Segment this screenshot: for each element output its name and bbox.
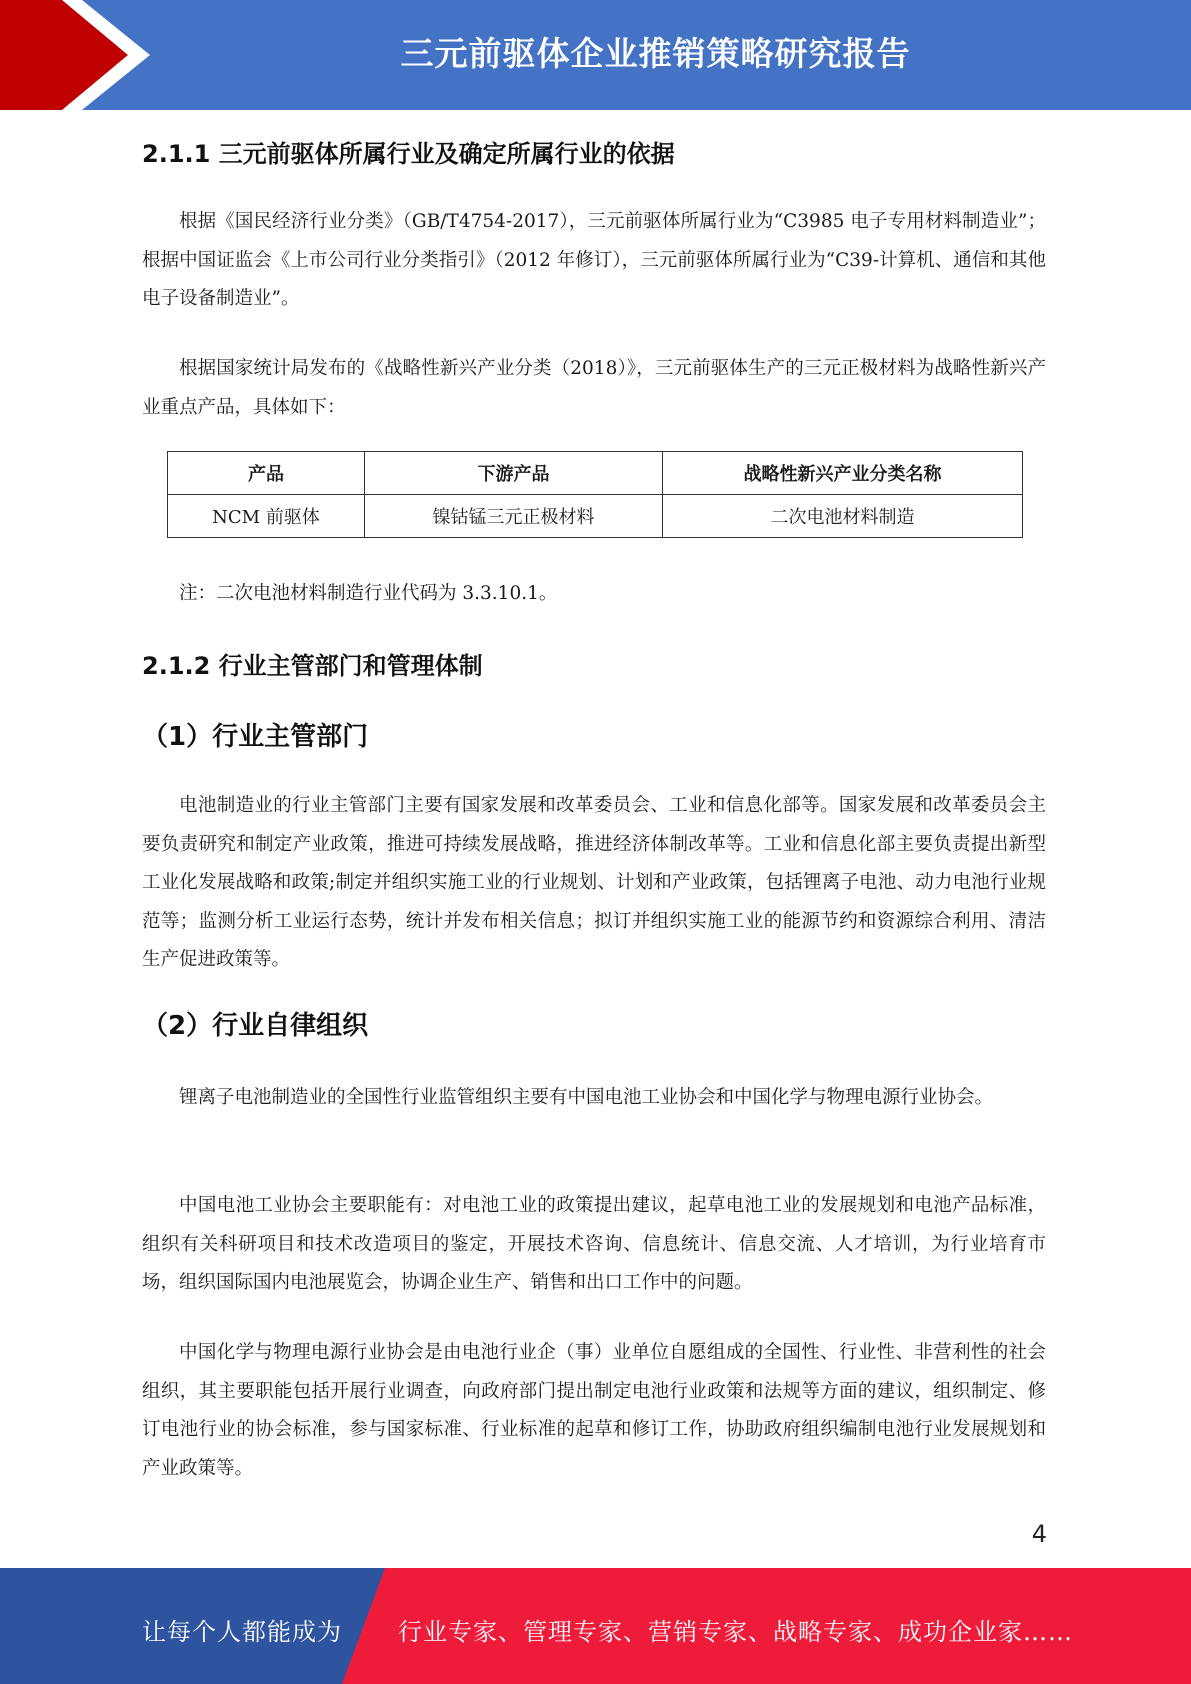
table-header-cell: 下游产品: [365, 452, 663, 495]
section-heading-2-1-1: 2.1.1 三元前驱体所属行业及确定所属行业的依据: [142, 140, 675, 168]
table-cell: 镍钴锰三元正极材料: [365, 495, 663, 538]
table-row: [168, 495, 1023, 538]
table-header-row: [168, 452, 1023, 495]
table-header-cell: 战略性新兴产业分类名称: [663, 452, 1023, 495]
table-cell: 二次电池材料制造: [663, 495, 1023, 538]
table-header-cell: 产品: [168, 452, 365, 495]
footer-slogan-left: 让每个人都能成为: [142, 1618, 342, 1646]
report-title: 三元前驱体企业推销策略研究报告: [400, 34, 911, 73]
subsection-heading-regulator: （1）行业主管部门: [142, 722, 369, 752]
paragraph-battery-association: 中国电池工业协会主要职能有：对电池工业的政策提出建议，起草电池工业的发展规划和电池产品标准，组织有关科研项目和技术改造项目的鉴定，开展技术咨询、信息统计、信息交流、人才培训，为行业培育市场，组织国际国内电池展览会，协调企业生产、销售和出口工作中的问题。: [142, 1195, 1046, 1293]
paragraph-regulator: 电池制造业的行业主管部门主要有国家发展和改革委员会、工业和信息化部等。国家发展和改革委员会主要负责研究和制定产业政策，推进可持续发展战略，推进经济体制改革等。工业和信息化部主要负责提出新型工业化发展战略和政策;制定并组织实施工业的行业规划、计划和产业政策，包括锂离子电池、动力电池行业规范等；监测分析工业运行态势，统计并发布相关信息；拟订并组织实施工业的能源节约和资源综合利用、清洁生产促进政策等。: [142, 795, 1046, 970]
product-classification-table: [167, 451, 1023, 538]
section-heading-2-1-2: 2.1.2 行业主管部门和管理体制: [142, 652, 483, 680]
page-number: 4: [1031, 1520, 1047, 1548]
table-cell: NCM 前驱体: [168, 495, 365, 538]
table-note: 注：二次电池材料制造行业代码为 3.3.10.1。: [179, 583, 558, 604]
header-arrow-decoration: [0, 0, 160, 110]
paragraph-power-source-association: 中国化学与物理电源行业协会是由电池行业企（事）业单位自愿组成的全国性、行业性、非营利性的社会组织，其主要职能包括开展行业调查，向政府部门提出制定电池行业政策和法规等方面的建议，组织制定、修订电池行业的协会标准，参与国家标准、行业标准的起草和修订工作，协助政府组织编制电池行业发展规划和产业政策等。: [142, 1342, 1046, 1479]
footer-slogan-right: 行业专家、管理专家、营销专家、战略专家、成功企业家……: [398, 1618, 1073, 1646]
paragraph-strategic-industry: 根据国家统计局发布的《战略性新兴产业分类（2018）》，三元前驱体生产的三元正极材料为战略性新兴产业重点产品，具体如下：: [142, 358, 1046, 418]
page-header: [0, 0, 1191, 110]
subsection-heading-self-regulation: （2）行业自律组织: [142, 1011, 369, 1041]
paragraph-self-regulation: 锂离子电池制造业的全国性行业监管组织主要有中国电池工业协会和中国化学与物理电源行业协会。: [179, 1087, 994, 1108]
paragraph-industry-classification: 根据《国民经济行业分类》（GB/T4754-2017），三元前驱体所属行业为“C3985 电子专用材料制造业”；根据中国证监会《上市公司行业分类指引》（2012 年修订），三元前驱体所属行业为“C39-计算机、通信和其他电子设备制造业”。: [142, 211, 1046, 309]
